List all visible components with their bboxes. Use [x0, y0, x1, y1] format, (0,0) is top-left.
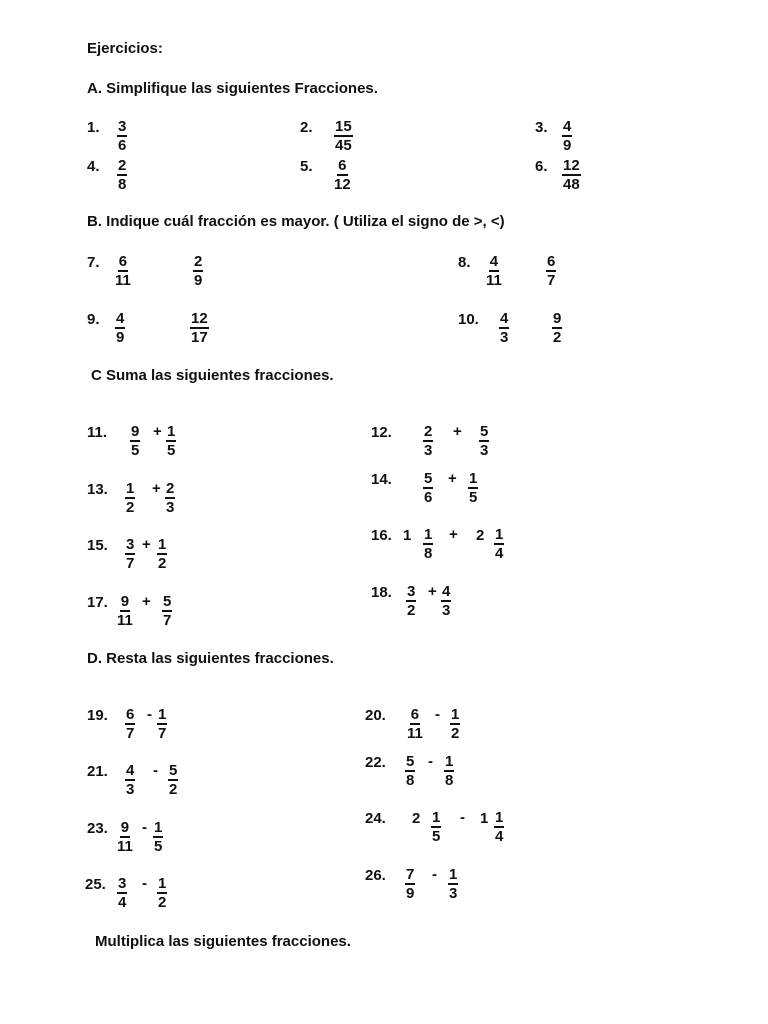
fraction: $\frac{1}{2}$ — [158, 536, 167, 572]
item-label: 11. — [87, 424, 108, 441]
fraction: $\frac{5}{2}$ — [169, 762, 178, 798]
operator: + — [152, 480, 161, 497]
whole-number: 2 — [476, 527, 485, 544]
fraction: $\frac{1}{4}$ — [495, 526, 504, 562]
fraction: $\frac{5}{8}$ — [406, 753, 415, 789]
fraction: $\frac{3}{6}$ — [118, 118, 127, 154]
operator: + — [449, 526, 458, 543]
item-label: 8. — [458, 254, 471, 271]
item-label: 10. — [458, 311, 479, 328]
operator: - — [142, 875, 147, 892]
fraction: $\frac{4}{3}$ — [126, 762, 135, 798]
fraction: $\frac{6}{7}$ — [547, 253, 556, 289]
operator: + — [428, 583, 437, 600]
fraction: $\frac{2}{3}$ — [166, 480, 175, 516]
fraction: $\frac{2}{3}$ — [424, 423, 433, 459]
item-label: 7. — [87, 254, 100, 271]
whole-number: 1 — [480, 810, 489, 827]
operator: - — [142, 819, 147, 836]
fraction: $\frac{12}{17}$ — [191, 310, 208, 346]
operator: - — [435, 706, 440, 723]
item-label: 6. — [535, 158, 548, 175]
fraction: $\frac{9}{11}$ — [117, 593, 133, 629]
fraction: $\frac{5}{3}$ — [480, 423, 489, 459]
item-label: 9. — [87, 311, 100, 328]
fraction: $\frac{4}{11}$ — [486, 253, 502, 289]
fraction: $\frac{6}{11}$ — [407, 706, 423, 742]
fraction: $\frac{1}{5}$ — [469, 470, 478, 506]
fraction: $\frac{1}{7}$ — [158, 706, 167, 742]
fraction: $\frac{2}{8}$ — [118, 157, 127, 193]
operator: + — [453, 423, 462, 440]
fraction: $\frac{1}{8}$ — [445, 753, 454, 789]
fraction: $\frac{1}{2}$ — [158, 875, 167, 911]
fraction: $\frac{1}{3}$ — [449, 866, 458, 902]
fraction: $\frac{3}{7}$ — [126, 536, 135, 572]
item-label: 22. — [365, 754, 386, 771]
section-a-heading: A. Simplifique las siguientes Fracciones. — [87, 80, 378, 97]
page-title: Ejercicios: — [87, 40, 163, 57]
fraction: $\frac{3}{4}$ — [118, 875, 127, 911]
fraction: $\frac{12}{48}$ — [563, 157, 580, 193]
item-label: 13. — [87, 481, 108, 498]
operator: + — [142, 593, 151, 610]
fraction: $\frac{1}{5}$ — [432, 809, 441, 845]
item-label: 12. — [371, 424, 392, 441]
fraction: $\frac{1}{5}$ — [154, 819, 163, 855]
item-label: 21. — [87, 763, 108, 780]
operator: - — [460, 809, 465, 826]
fraction: $\frac{6}{11}$ — [115, 253, 131, 289]
fraction: $\frac{15}{45}$ — [335, 118, 352, 154]
item-label: 20. — [365, 707, 386, 724]
fraction: $\frac{3}{2}$ — [407, 583, 416, 619]
fraction: $\frac{1}{2}$ — [451, 706, 460, 742]
item-label: 19. — [87, 707, 108, 724]
item-label: 4. — [87, 158, 100, 175]
operator: - — [428, 753, 433, 770]
fraction: $\frac{4}{3}$ — [442, 583, 451, 619]
fraction: $\frac{1}{5}$ — [167, 423, 176, 459]
section-d-heading: D. Resta las siguientes fracciones. — [87, 650, 334, 667]
section-e-heading: Multiplica las siguientes fracciones. — [95, 933, 351, 950]
fraction: $\frac{9}{11}$ — [117, 819, 133, 855]
item-label: 15. — [87, 537, 108, 554]
fraction: $\frac{9}{2}$ — [553, 310, 562, 346]
fraction: $\frac{1}{2}$ — [126, 480, 135, 516]
operator: + — [142, 536, 151, 553]
fraction: $\frac{5}{6}$ — [424, 470, 433, 506]
operator: + — [448, 470, 457, 487]
item-label: 1. — [87, 119, 100, 136]
item-label: 23. — [87, 820, 108, 837]
fraction: $\frac{4}{9}$ — [563, 118, 572, 154]
item-label: 17. — [87, 594, 108, 611]
fraction: $\frac{7}{9}$ — [406, 866, 415, 902]
fraction: $\frac{4}{3}$ — [500, 310, 509, 346]
item-label: 18. — [371, 584, 392, 601]
fraction: $\frac{6}{7}$ — [126, 706, 135, 742]
item-label: 14. — [371, 471, 392, 488]
item-label: 24. — [365, 810, 386, 827]
fraction: $\frac{9}{5}$ — [131, 423, 140, 459]
item-label: 16. — [371, 527, 392, 544]
section-c-heading: C Suma las siguientes fracciones. — [91, 367, 334, 384]
fraction: $\frac{1}{4}$ — [495, 809, 504, 845]
fraction: $\frac{5}{7}$ — [163, 593, 172, 629]
operator: - — [147, 706, 152, 723]
operator: - — [153, 762, 158, 779]
item-label: 25. — [85, 876, 106, 893]
item-label: 2. — [300, 119, 313, 136]
fraction: $\frac{2}{9}$ — [194, 253, 203, 289]
item-label: 26. — [365, 867, 386, 884]
whole-number: 1 — [403, 527, 412, 544]
operator: - — [432, 866, 437, 883]
whole-number: 2 — [412, 810, 421, 827]
fraction: $\frac{4}{9}$ — [116, 310, 125, 346]
fraction: $\frac{1}{8}$ — [424, 526, 433, 562]
item-label: 5. — [300, 158, 313, 175]
item-label: 3. — [535, 119, 548, 136]
section-b-heading: B. Indique cuál fracción es mayor. ( Utiliza el signo de >, <) — [87, 213, 505, 230]
fraction: $\frac{6}{12}$ — [334, 157, 351, 193]
operator: + — [153, 423, 162, 440]
